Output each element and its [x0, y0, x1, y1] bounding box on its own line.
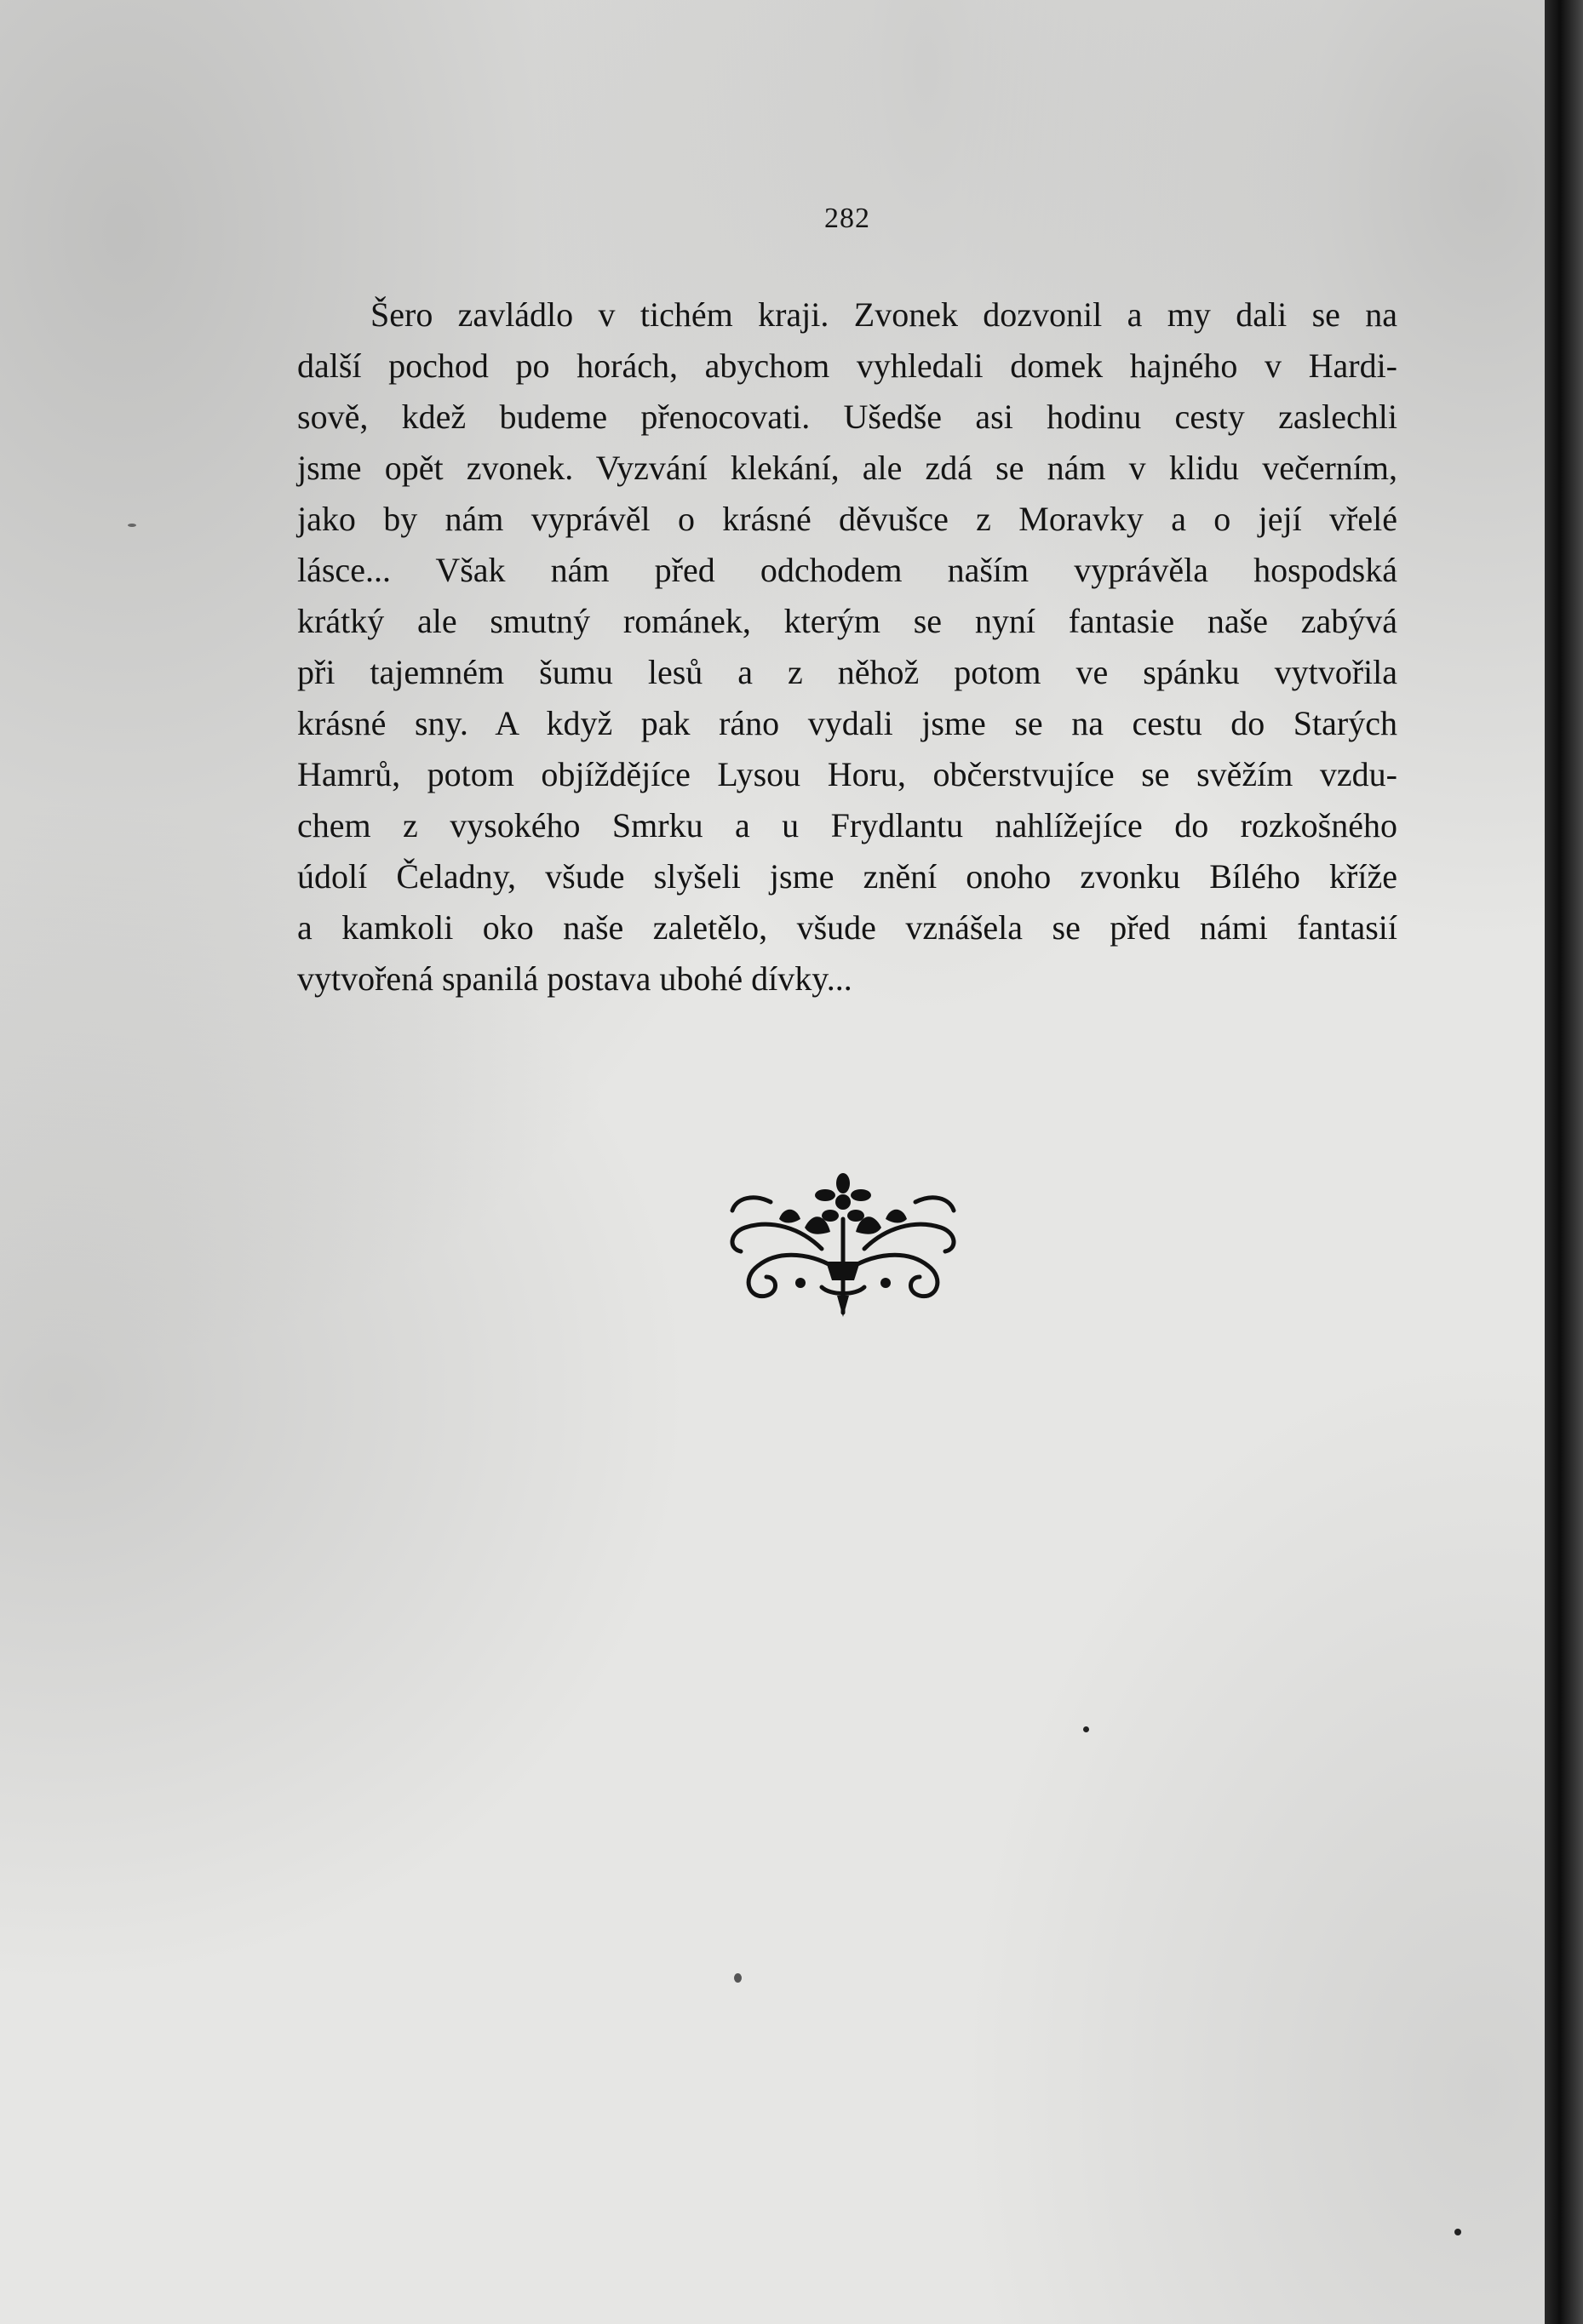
text-line: údolí Čeladny, všude slyšeli jsme znění onoho zvonku Bílého kříže — [297, 857, 1397, 896]
text-line: krátký ale smutný románek, kterým se nyní fantasie naše zabývá — [297, 602, 1397, 640]
text-line: sově, kdež budeme přenocovati. Ušedše asi hodinu cesty zaslechli — [297, 398, 1397, 436]
paper-speck — [1454, 2229, 1461, 2235]
text-line: lásce... Však nám před odchodem naším vyprávěla hospodská — [297, 551, 1397, 589]
text-line: Hamrů, potom objíždějíce Lysou Horu, občerstvujíce se svěžím vzdu- — [297, 755, 1397, 793]
scan-edge — [1545, 0, 1583, 2324]
paper-speck — [128, 524, 136, 527]
text-line: a kamkoli oko naše zaletělo, všude vznášela se před námi fantasií — [297, 908, 1397, 947]
text-line: další pochod po horách, abychom vyhledali domek hajného v Hardi- — [297, 346, 1397, 385]
text-line: jsme opět zvonek. Vyzvání klekání, ale zdá se nám v klidu večerním, — [297, 449, 1397, 487]
text-line: krásné sny. A když pak ráno vydali jsme se na cestu do Starých — [297, 704, 1397, 742]
page-number: 282 — [824, 203, 870, 234]
floral-ornament-icon — [720, 1168, 966, 1321]
text-line: při tajemném šumu lesů a z něhož potom ve spánku vytvořila — [297, 653, 1397, 691]
text-line: Šero zavládlo v tichém kraji. Zvonek dozvonil a my dali se na — [370, 295, 1397, 334]
text-line: chem z vysokého Smrku a u Frydlantu nahlížejíce do rozkošného — [297, 806, 1397, 844]
paragraph — [297, 289, 1397, 1005]
paper-speck — [1083, 1726, 1089, 1732]
text-line: vytvořená spanilá postava ubohé dívky... — [297, 959, 852, 998]
text-line: jako by nám vyprávěl o krásné děvušce z Moravky a o její vřelé — [297, 500, 1397, 538]
paper-speck — [734, 1973, 742, 1983]
